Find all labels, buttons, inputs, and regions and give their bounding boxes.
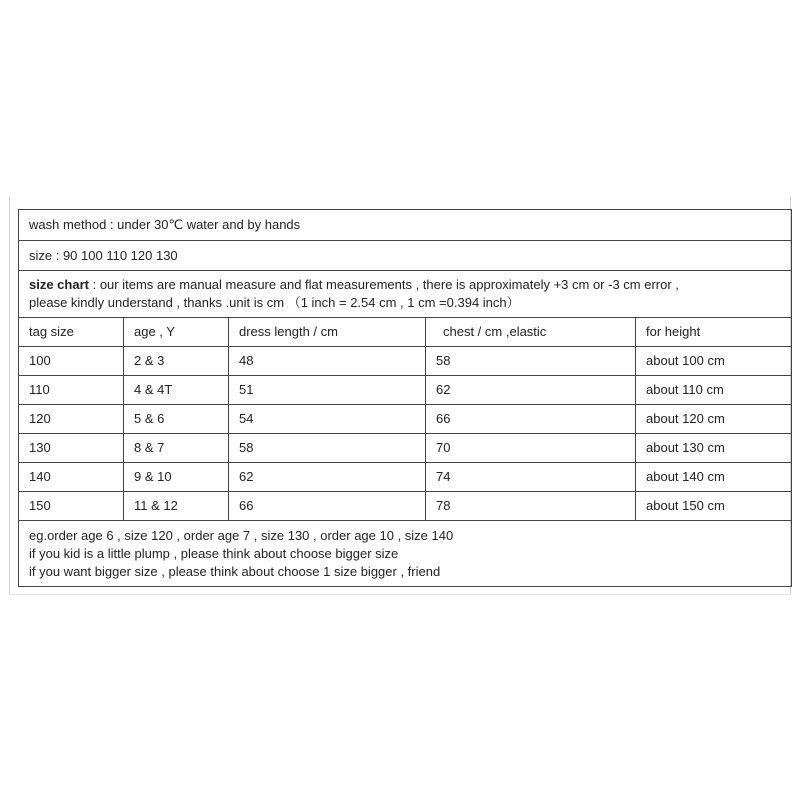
size-table [18,209,792,587]
cell-tag-size: 120 [19,405,124,434]
cell-dress-length: 51 [229,376,426,405]
note-line: eg.order age 6 , size 120 , order age 7 , size 130 , order age 10 , size 140 [29,527,454,543]
cell-age: 5 & 6 [124,405,229,434]
cell-for-height: about 130 cm [636,434,792,463]
cell-tag-size: 140 [19,463,124,492]
cell-tag-size: 100 [19,347,124,376]
header-for-height: for height [636,318,792,347]
cell-age: 2 & 3 [124,347,229,376]
cell-chest: 74 [426,463,636,492]
size-chart-note [19,271,792,318]
size-chart-note-row [19,271,792,318]
available-sizes-row [19,241,792,271]
size-chart-line-2: please kindly understand , thanks .unit is cm （1 inch = 2.54 cm , 1 cm =0.394 inch） [29,295,520,310]
note-line: if you kid is a little plump , please think about choose bigger size [29,545,399,561]
table-row [19,376,792,405]
cell-dress-length: 58 [229,434,426,463]
size-chart-line-1-text: : our items are manual measure and flat measurements , there is approximately +3 cm or -3 cm error , [88,277,679,292]
notes-row [19,521,792,587]
cell-age: 4 & 4T [124,376,229,405]
cell-age: 9 & 10 [124,463,229,492]
table-row [19,434,792,463]
available-sizes-text: size : 90 100 110 120 130 [19,241,792,271]
table-header-row [19,318,792,347]
cell-dress-length: 48 [229,347,426,376]
cell-for-height: about 120 cm [636,405,792,434]
cell-for-height: about 110 cm [636,376,792,405]
cell-chest: 58 [426,347,636,376]
cell-chest: 70 [426,434,636,463]
header-age: age , Y [124,318,229,347]
cell-age: 8 & 7 [124,434,229,463]
wash-method-row [19,210,792,241]
size-chart-label: size chart [29,277,89,292]
header-tag-size: tag size [19,318,124,347]
cell-dress-length: 54 [229,405,426,434]
size-chart-line-1 [29,276,781,294]
cell-tag-size: 110 [19,376,124,405]
cell-dress-length: 66 [229,492,426,521]
wash-method-text: wash method : under 30℃ water and by hands [19,210,792,241]
cell-chest: 62 [426,376,636,405]
table-row [19,463,792,492]
table-row [19,492,792,521]
cell-tag-size: 130 [19,434,124,463]
table-row [19,347,792,376]
cell-for-height: about 100 cm [636,347,792,376]
cell-chest: 78 [426,492,636,521]
cell-for-height: about 150 cm [636,492,792,521]
cell-chest: 66 [426,405,636,434]
header-dress-length: dress length / cm [229,318,426,347]
notes-cell [19,521,792,587]
cell-for-height: about 140 cm [636,463,792,492]
cell-tag-size: 150 [19,492,124,521]
header-chest: chest / cm ,elastic [426,318,636,347]
cell-age: 11 & 12 [124,492,229,521]
table-row [19,405,792,434]
cell-dress-length: 62 [229,463,426,492]
note-line: if you want bigger size , please think about choose 1 size bigger , friend [29,563,441,579]
